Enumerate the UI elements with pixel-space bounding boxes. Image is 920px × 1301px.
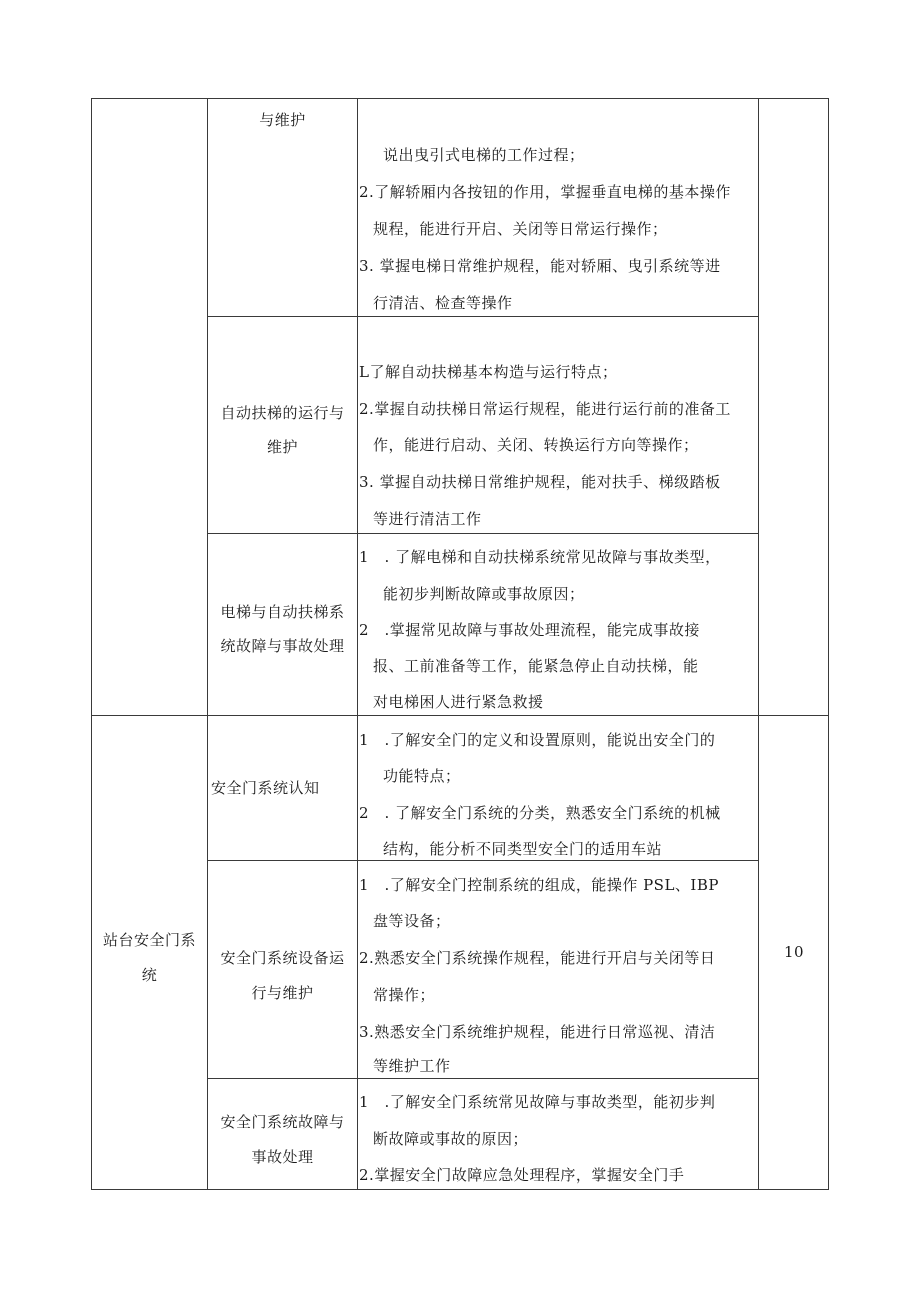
subitem-name: 维护 [266,438,298,456]
content-line: 1 .了解安全门系统常见故障与事故类型，能初步判 [359,1093,716,1111]
subitem-name: 电梯与自动扶梯系 [220,603,345,621]
subitem-name: 统故障与事故处理 [220,637,345,655]
content-line: 2 .掌握常见故障与事故处理流程，能完成事故接 [359,621,700,639]
content-line: 常操作； [373,986,436,1004]
module-name: 统 [141,966,158,984]
content-line: 断故障或事故的原因； [373,1130,529,1148]
content-line: 对电梯困人进行紧急救援 [373,693,544,711]
content-line: 3. 掌握电梯日常维护规程，能对轿厢、曳引系统等进 [359,257,721,275]
content-line: 2 . 了解安全门系统的分类，熟悉安全门系统的机械 [359,804,721,822]
content-line: 结构，能分析不同类型安全门的适用车站 [383,840,663,858]
row-divider [91,715,829,716]
content-line: 功能特点； [383,767,461,785]
content-line: 2.熟悉安全门系统操作规程，能进行开启与关闭等日 [359,949,716,967]
module-name: 站台安全门系 [102,931,196,949]
content-line: 2.了解轿厢内各按钮的作用，掌握垂直电梯的基本操作 [359,183,731,201]
content-line: 3.熟悉安全门系统维护规程，能进行日常巡视、清洁 [359,1023,716,1041]
content-line: 1 . 了解电梯和自动扶梯系统常见故障与事故类型， [359,548,721,566]
content-line: 能初步判断故障或事故原因； [383,585,585,603]
subitem-name: 安全门系统认知 [211,779,320,797]
subitem-name: 安全门系统设备运 [220,949,345,967]
content-line: 报、工前准备等工作，能紧急停止自动扶梯，能 [373,657,699,675]
row-divider [207,1078,758,1079]
content-line: 2.掌握自动扶梯日常运行规程，能进行运行前的准备工 [359,400,731,418]
row-divider [207,860,758,861]
content-line: 作，能进行启动、关闭、转换运行方向等操作； [373,436,699,454]
subitem-name: 安全门系统故障与 [220,1113,345,1131]
column-divider [357,98,358,1190]
content-line: 等维护工作 [373,1057,451,1075]
row-divider [207,533,758,534]
content-line: 1 .了解安全门控制系统的组成，能操作 PSL、IBP [359,876,719,894]
content-line: 说出曳引式电梯的工作过程； [383,146,585,164]
content-line: 2.掌握安全门故障应急处理程序，掌握安全门手 [359,1166,685,1184]
hours-value: 10 [783,943,805,961]
content-line: 规程，能进行开启、关闭等日常运行操作； [373,220,668,238]
subitem-name: 行与维护 [251,984,314,1002]
content-line: 等进行清洁工作 [373,510,482,528]
content-line: L了解自动扶梯基本构造与运行特点； [359,363,618,381]
subitem-name: 自动扶梯的运行与 [220,404,345,422]
subitem-name: 与维护 [259,111,306,129]
column-divider [758,98,759,1190]
content-line: 行清洁、检查等操作 [373,294,513,312]
row-divider [207,316,758,317]
content-line: 盘等设备； [373,912,451,930]
content-line: 3. 掌握自动扶梯日常维护规程，能对扶手、梯级踏板 [359,473,721,491]
subitem-name: 事故处理 [251,1148,314,1166]
content-line: 1 .了解安全门的定义和设置原则，能说出安全门的 [359,731,716,749]
